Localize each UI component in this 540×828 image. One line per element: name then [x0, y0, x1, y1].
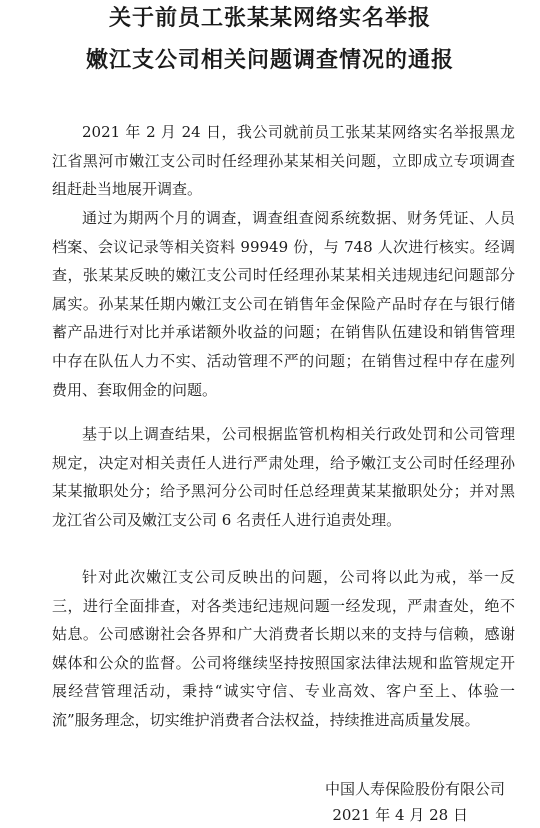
- notice-title-line-1: 关于前员工张某某网络实名举报: [108, 6, 431, 31]
- paragraph-investigation-findings: 通过为期两个月的调查，调查组查阅系统数据、财务凭证、人员档案、会议记录等相关资料 99949 份，与 748 人次进行核实。经调查，张某某反映的嫩江支公司时任经理孙某某相关违规违纪问题部分属实。孙某某任期内嫩江支公司在销售年金保险产品时存在与银行储蓄产品进行对比并承诺额外收益的问题；在销售队伍建设和销售管理中存在队伍人力不实、活动管理不严的问题；在销售过程中存在虚列费用、套取佣金的问题。: [52, 209, 515, 399]
- paragraph-disciplinary-actions: 基于以上调查结果，公司根据监管机构相关行政处罚和公司管理规定，决定对相关责任人进行严肃处理，给予嫩江支公司时任经理孙某某撤职处分；给予黑河分公司时任总经理黄某某撤职处分；并对黑龙江省公司及嫩江支公司 6 名责任人进行追责处理。: [52, 425, 515, 529]
- paragraph-company-commitment: 针对此次嫩江支公司反映出的问题，公司将以此为戒，举一反三，进行全面排查，对各类违纪违规问题一经发现，严肃查处，绝不姑息。公司感谢社会各界和广大消费者长期以来的支持与信赖，感谢媒体和公众的监督。公司将继续坚持按照国家法律法规和监管规定开展经营管理活动，秉持“诚实守信、专业高效、客户至上、体验一流”服务理念，切实维护消费者合法权益，持续推进高质量发展。: [52, 568, 515, 729]
- signature-company: 中国人寿保险股份有限公司: [324, 780, 505, 798]
- notice-title-line-2: 嫩江支公司相关问题调查情况的通报: [85, 48, 454, 73]
- signature-date: 2021 年 4 月 28 日: [332, 806, 468, 824]
- paragraph-investigation-start: 2021 年 2 月 24 日，我公司就前员工张某某网络实名举报黑龙江省黑河市嫩江支公司时任经理孙某某相关问题，立即成立专项调查组赶赴当地展开调查。: [52, 123, 515, 199]
